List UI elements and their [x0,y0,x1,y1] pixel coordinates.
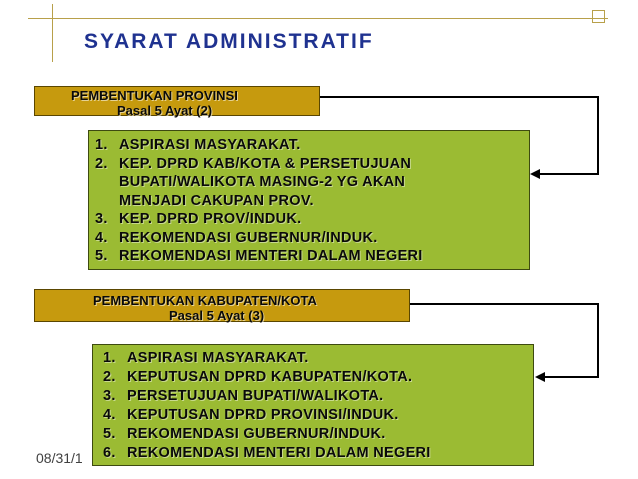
provinsi-requirements [88,130,530,270]
provinsi-header-title: PEMBENTUKAN PROVINSI [71,88,238,103]
slide-title: SYARAT ADMINISTRATIF [84,30,374,53]
kabupaten-header-title: PEMBENTUKAN KABUPATEN/KOTA [93,293,317,308]
list-item: 5. REKOMENDASI GUBERNUR/INDUK. [103,426,386,442]
footer-date: 08/31/1 [36,450,83,466]
list-item: 3. PERSETUJUAN BUPATI/WALIKOTA. [103,388,384,404]
list-item: 3. KEP. DPRD PROV/INDUK. [95,211,302,227]
list-item: 1. ASPIRASI MASYARAKAT. [103,350,309,366]
list-item: 4. KEPUTUSAN DPRD PROVINSI/INDUK. [103,407,399,423]
provinsi-header [34,86,320,116]
list-item: 5. REKOMENDASI MENTERI DALAM NEGERI [95,248,423,264]
list-item: 1. ASPIRASI MASYARAKAT. [95,137,301,153]
kabupaten-requirements [92,344,534,466]
provinsi-header-pasal: Pasal 5 Ayat (2) [117,103,213,118]
list-item: 6. REKOMENDASI MENTERI DALAM NEGERI [103,445,431,461]
list-item: 2. KEP. DPRD KAB/KOTA & PERSETUJUAN BUPATI/WALIKOTA MASING-2 YG AKAN MENJADI CAKUPAN PROV. [95,155,412,209]
kabupaten-header [34,289,410,322]
kabupaten-header-pasal: Pasal 5 Ayat (3) [169,308,265,323]
list-item: 4. REKOMENDASI GUBERNUR/INDUK. [95,229,378,246]
list-item: 2. KEPUTUSAN DPRD KABUPATEN/KOTA. [103,369,413,385]
